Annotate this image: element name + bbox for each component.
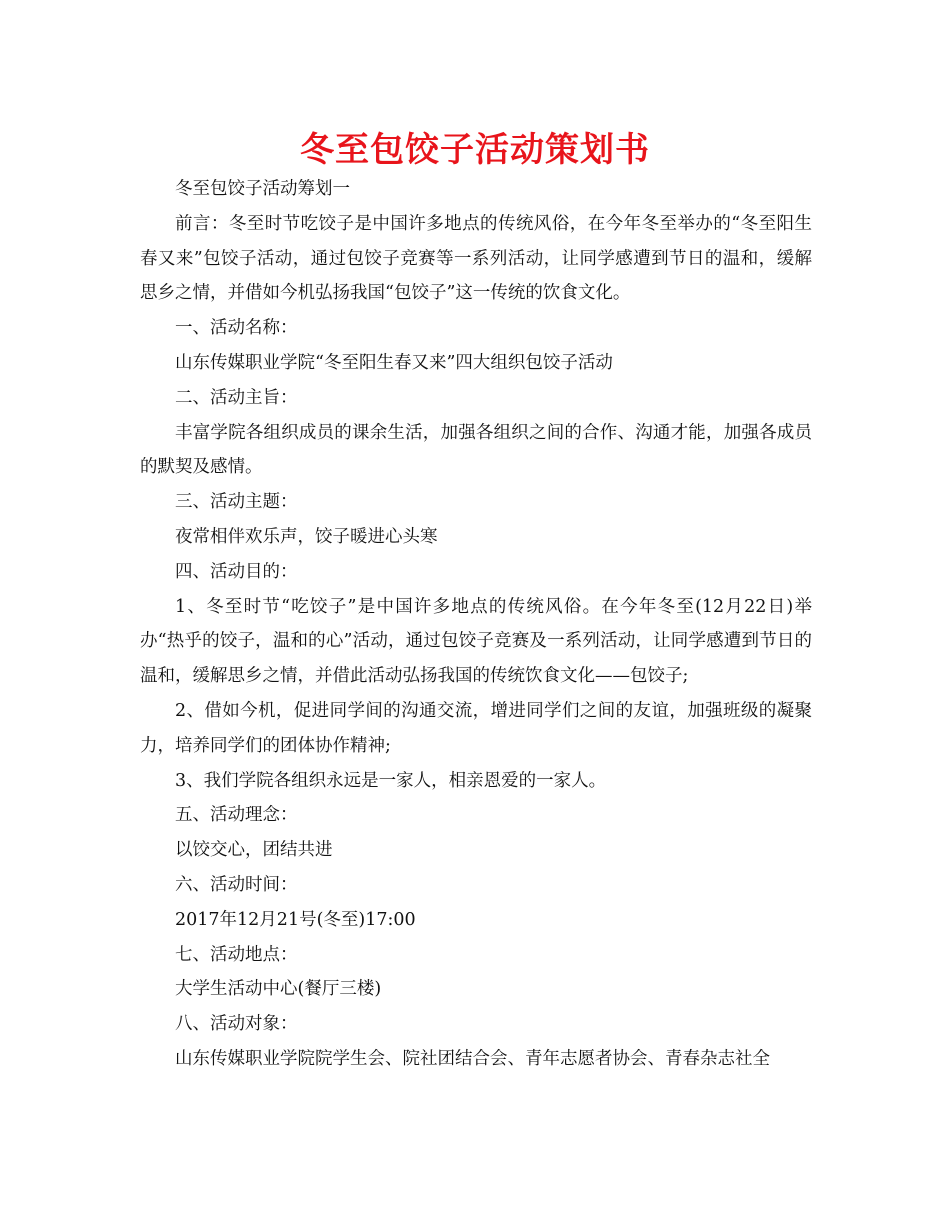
heading-activity-concept: 五、活动理念： (175, 805, 298, 826)
paragraph-subtitle: 冬至包饺子活动筹划一 (175, 179, 350, 199)
paragraph-activity-location: 大学生活动中心(餐厅三楼) (175, 979, 382, 1000)
paragraph-activity-theme: 夜常相伴欢乐声，饺子暖进心头寒 (175, 526, 438, 547)
document-title: 冬至包饺子活动策划书 (300, 130, 650, 170)
paragraph-activity-name: 山东传媒职业学院“冬至阳生春又来”四大组织包饺子活动 (175, 352, 613, 373)
paragraph-goal-2: 2、借如今机，促进同学间的沟通交流，增进同学们之间的友谊，加强班级的凝聚力，培养同学们的团体协作精神; (140, 700, 812, 756)
heading-activity-location: 七、活动地点： (175, 944, 298, 965)
document-body (140, 172, 812, 1077)
paragraph-goal-3: 3、我们学院各组织永远是一家人，相亲恩爱的一家人。 (175, 770, 607, 791)
paragraph-preface: 前言：冬至时节吃饺子是中国许多地点的传统风俗，在今年冬至举办的“冬至阳生春又来”包饺子活动，通过包饺子竞赛等一系列活动，让同学感遭到节日的温和，缓解思乡之情，并借如今机弘扬我国“包饺子”这一传统的饮食文化。 (140, 213, 812, 304)
heading-activity-goals: 四、活动目的： (175, 561, 298, 582)
paragraph-activity-purpose: 丰富学院各组织成员的课余生活，加强各组织之间的合作、沟通才能，加强各成员的默契及感情。 (140, 422, 812, 478)
heading-activity-purpose: 二、活动主旨： (175, 387, 298, 408)
heading-activity-audience: 八、活动对象： (175, 1014, 298, 1035)
heading-activity-time: 六、活动时间： (175, 874, 298, 895)
paragraph-activity-audience: 山东传媒职业学院院学生会、院社团结合会、青年志愿者协会、青春杂志社全 (175, 1048, 770, 1069)
heading-activity-name: 一、活动名称： (175, 318, 298, 339)
paragraph-activity-concept: 以饺交心，团结共进 (175, 840, 333, 861)
paragraph-goal-1: 1、冬至时节“吃饺子”是中国许多地点的传统风俗。在今年冬至(12月22日)举办“热乎的饺子，温和的心”活动，通过包饺子竞赛及一系列活动，让同学感遭到节日的温和，缓解思乡之情，并借此活动弘扬我国的传统饮食文化——包饺子; (140, 596, 812, 687)
heading-activity-theme: 三、活动主题： (175, 492, 298, 513)
paragraph-activity-time: 2017年12月21号(冬至)17:00 (175, 909, 416, 930)
